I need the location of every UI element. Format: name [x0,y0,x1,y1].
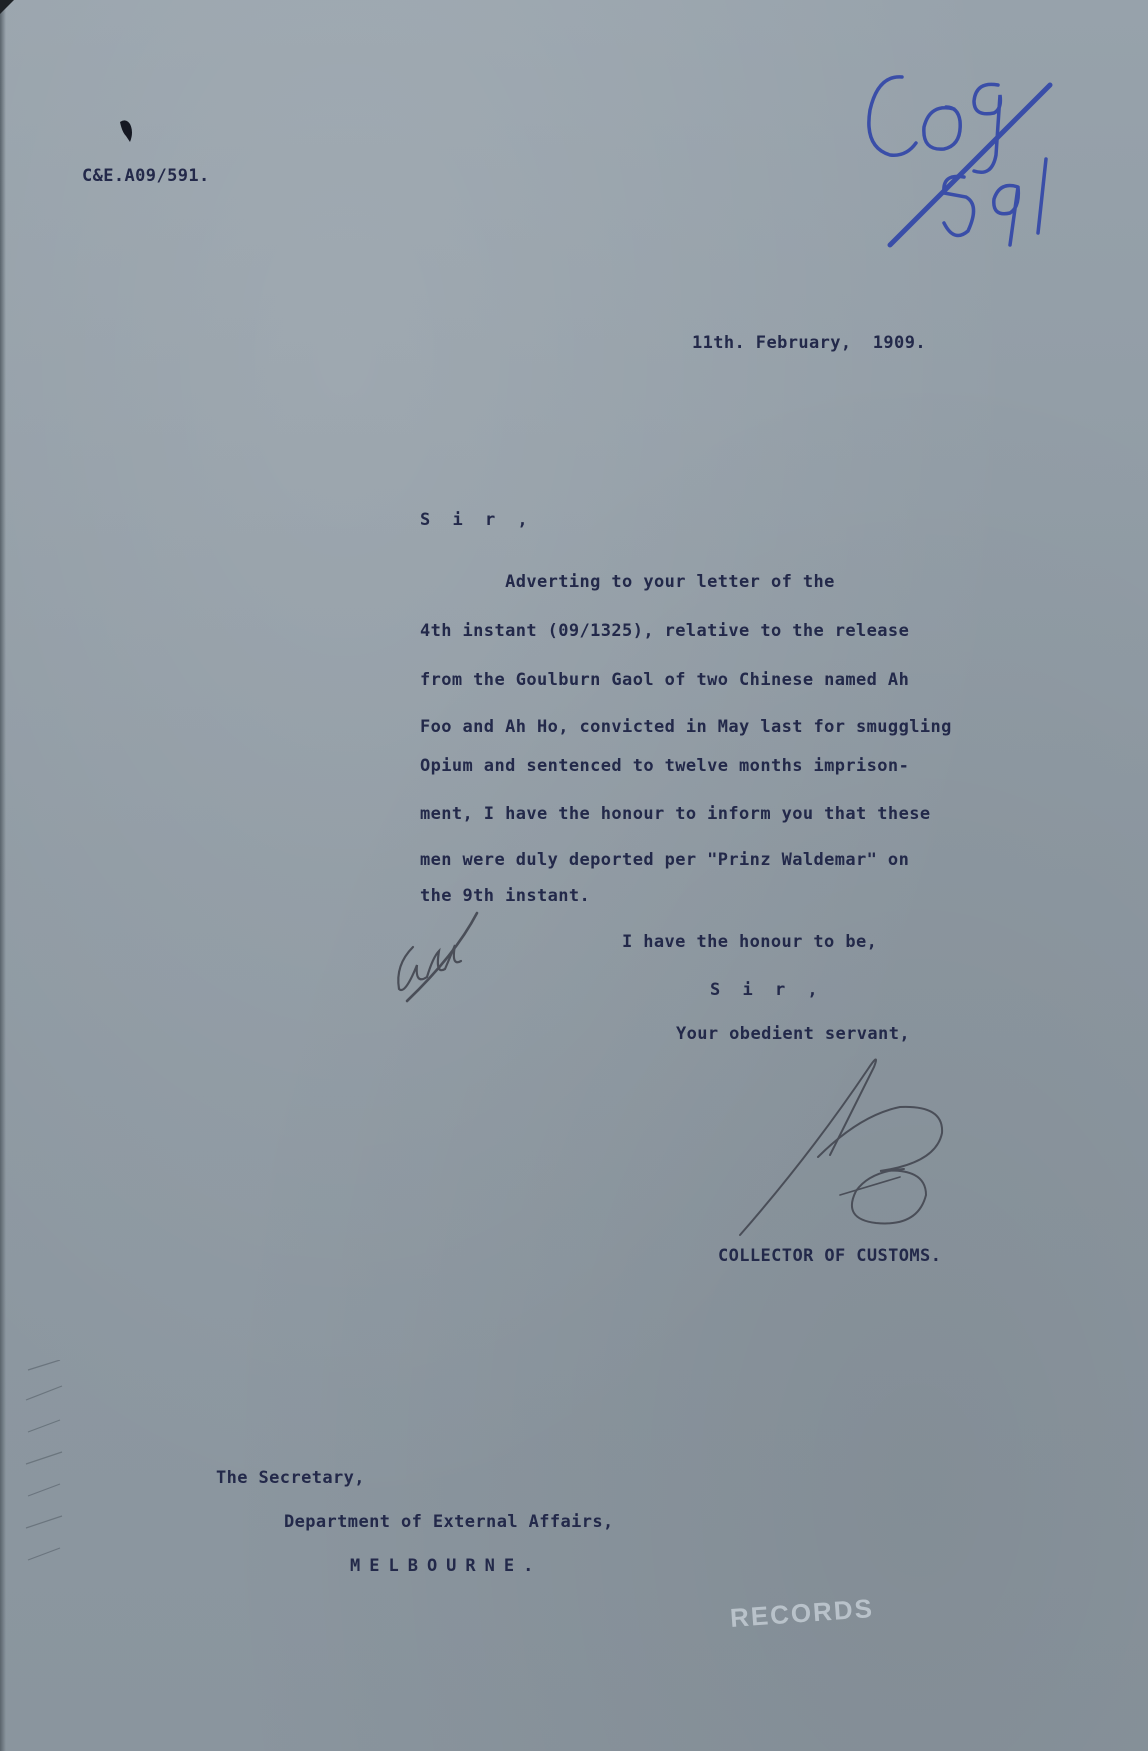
addressee-department: Department of External Affairs, [284,1512,614,1532]
pencil-initials [385,905,485,1005]
body-line: Foo and Ah Ho, convicted in May last for smuggling [420,717,952,737]
page-corner [0,0,14,14]
page-edge-shadow [0,0,6,1751]
addressee-line: The Secretary, [216,1468,365,1488]
salutation: S i r , [420,510,534,530]
addressee-city: MELBOURNE. [350,1556,543,1576]
body-line: from the Goulburn Gaol of two Chinese named Ah [420,670,910,690]
body-line: men were duly deported per "Prinz Waldemar" on [420,850,910,870]
margin-tick-marks [20,1360,70,1600]
body-line: Adverting to your letter of the [420,572,835,592]
records-stamp: RECORDS [729,1593,875,1633]
body-line: 4th instant (09/1325), relative to the release [420,621,910,641]
closing-line: I have the honour to be, [622,932,878,952]
signatory-title: COLLECTOR OF CUSTOMS. [718,1246,942,1266]
letter-date: 11th. February, 1909. [692,333,926,353]
reference-number: C&E.A09/591. [82,166,210,186]
body-line: Opium and sentenced to twelve months imprison- [420,756,910,776]
handwritten-file-mark [850,55,1070,255]
closing-salutation: S i r , [710,980,824,1000]
handwritten-signature [730,1045,970,1245]
body-line: ment, I have the honour to inform you that these [420,804,931,824]
ink-blot [116,118,136,144]
closing-servant: Your obedient servant, [676,1024,910,1044]
body-line: the 9th instant. [420,886,591,906]
